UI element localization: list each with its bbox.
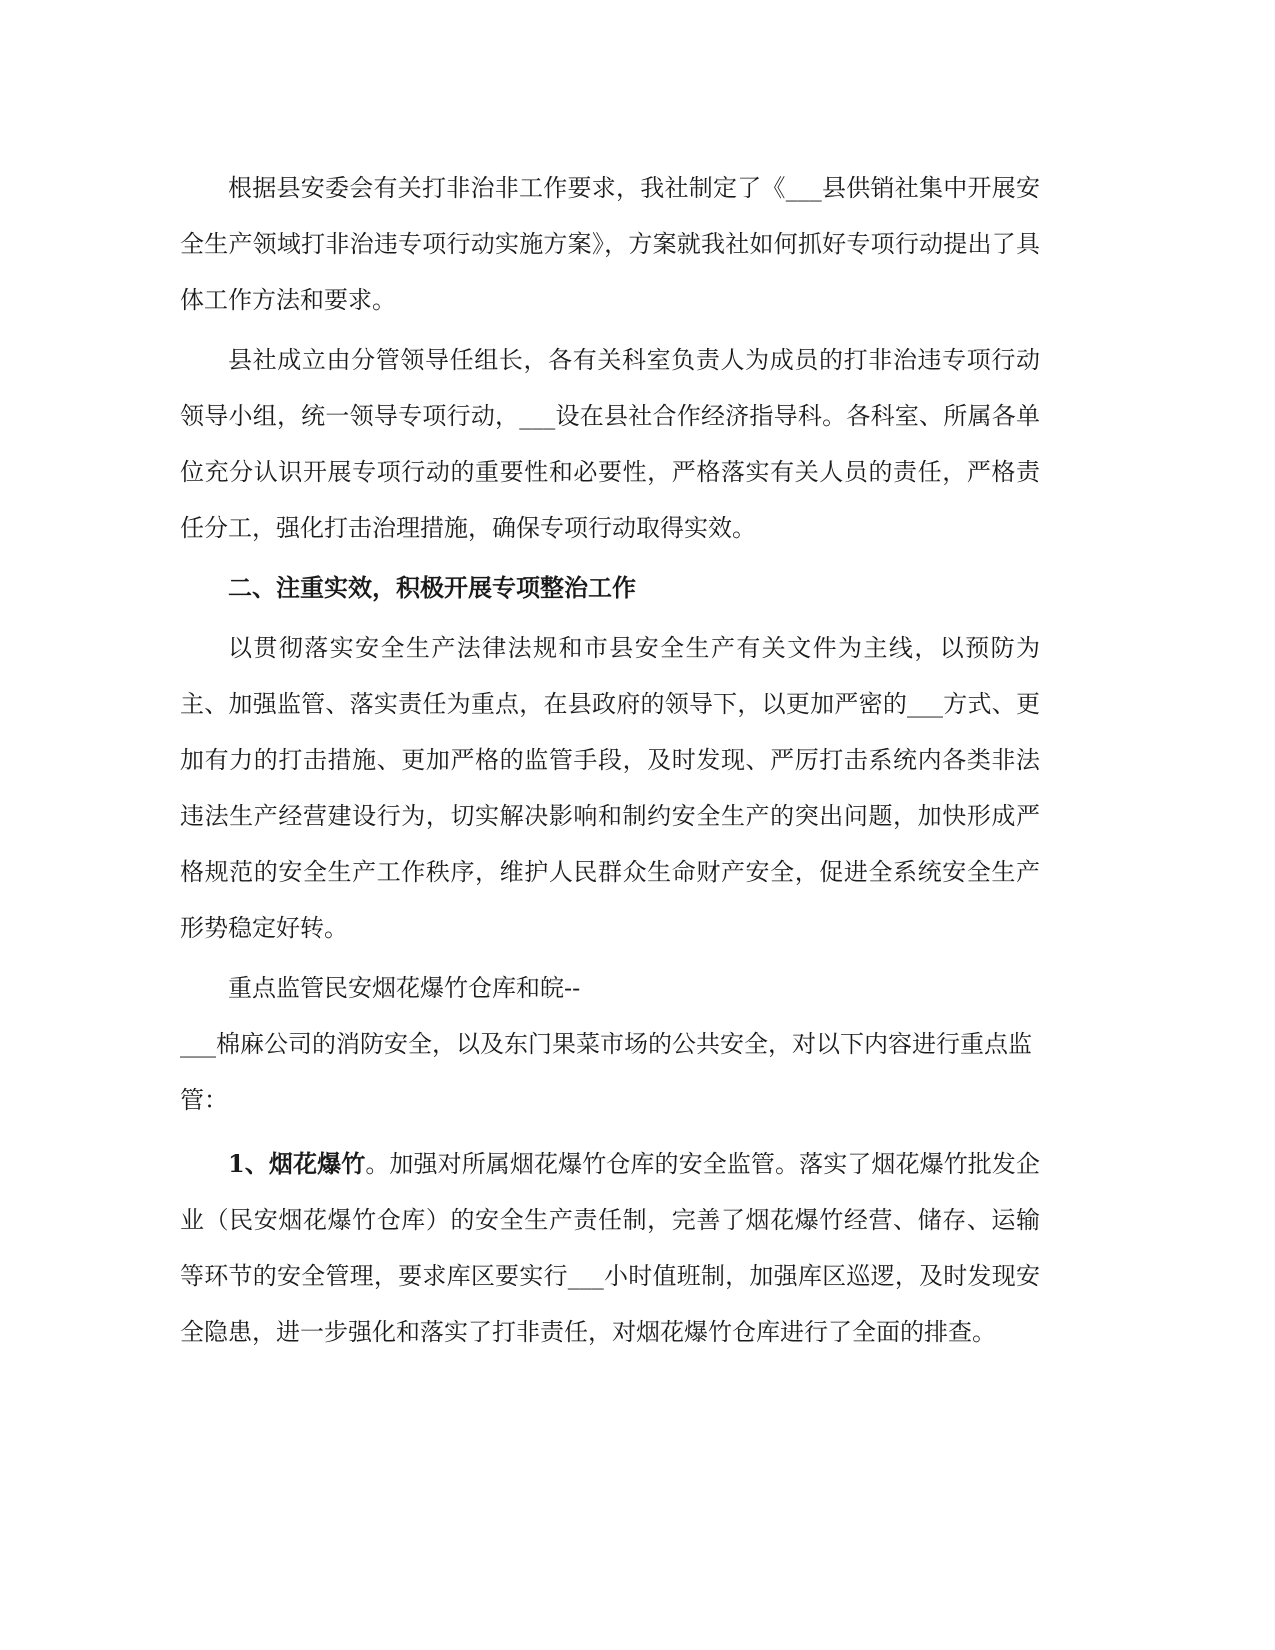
paragraph-plan-intro: 根据县安委会有关打非治非工作要求，我社制定了《___县供销社集中开展安全生产领域打非治违专项行动实施方案》，方案就我社如何抓好专项行动提出了具体工作方法和要求。 bbox=[180, 174, 1040, 314]
key-supervision-rest: ___棉麻公司的消防安全，以及东门果菜市场的公共安全，对以下内容进行重点监管： bbox=[180, 1030, 1032, 1114]
fireworks-item-text: 。加强对所属烟花爆竹仓库的安全监管。落实了烟花爆竹批发企业（民安烟花爆竹仓库）的安全生产责任制，完善了烟花爆竹经营、储存、运输等环节的安全管理，要求库区要实行___小时值班制，加强库区巡逻，及时发现安全隐患，进一步强化和落实了打非责任，对烟花爆竹仓库进行了全面的排查。 bbox=[180, 1150, 1041, 1346]
paragraph-main-line: 以贯彻落实安全生产法律法规和市县安全生产有关文件为主线，以预防为主、加强监管、落实责任为重点，在县政府的领导下，以更加严密的___方式、更加有力的打击措施、更加严格的监管手段，及时发现、严厉打击系统内各类非法违法生产经营建设行为，切实解决影响和制约安全生产的突出问题，加快形成严格规范的安全生产工作秩序，维护人民群众生命财产安全，促进全系统安全生产形势稳定好转。 bbox=[180, 634, 1040, 942]
section-heading-2: 二、注重实效，积极开展专项整治工作 bbox=[228, 573, 636, 602]
key-supervision-first-line: 重点监管民安烟花爆竹仓库和皖-- bbox=[228, 974, 581, 1002]
document-page bbox=[180, 160, 1040, 1364]
paragraph-leadership-group: 县社成立由分管领导任组长，各有关科室负责人为成员的打非治违专项行动领导小组，统一领导专项行动，___设在县社合作经济指导科。各科室、所属各单位充分认识开展专项行动的重要性和必要性，严格落实有关人员的责任，严格责任分工，强化打击治理措施，确保专项行动取得实效。 bbox=[180, 346, 1040, 542]
fireworks-item-label: 1、烟花爆竹 bbox=[228, 1149, 366, 1178]
paragraph-fireworks bbox=[180, 1136, 1040, 1360]
paragraph-key-supervision bbox=[180, 960, 1040, 1128]
